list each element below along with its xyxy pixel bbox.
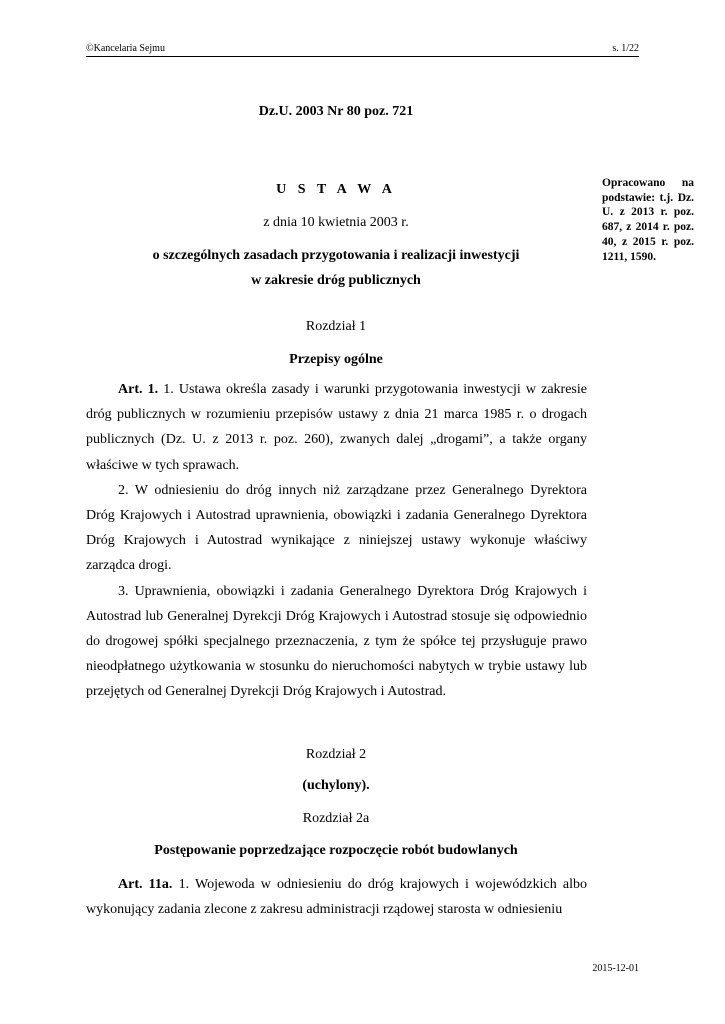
article-11a-number: Art. 11a.: [118, 877, 173, 892]
act-title: U S T A W A: [276, 182, 396, 197]
article-1: [86, 377, 587, 705]
chapter-1-title: Przepisy ogólne: [289, 352, 383, 367]
article-1-paragraph-1: Art. 1. 1. Ustawa określa zasady i warunki przygotowania inwestycji w zakresie dróg publicznych w rozumieniu przepisów ustawy z dnia 21 marca 1985 r. o drogach publicznych (Dz. U. z 2013 r. poz. 260), zwanych dalej „drogami”, a także organy właściwe w tych sprawach.: [86, 382, 587, 473]
consolidation-note: Opracowano na podstawie: t.j. Dz. U. z 2013 r. poz. 687, z 2014 r. poz. 40, z 2015 r. poz. 1211, 1590.: [602, 177, 694, 263]
article-11a-paragraph-1: Art. 11a. 1. Wojewoda w odniesieniu do dróg krajowych i wojewódzkich albo wykonujący zadania zlecone z zakresu administracji rządowej starosta w odniesieniu: [86, 877, 588, 918]
act-subject-line-1: o szczególnych zasadach przygotowania i realizacji inwestycji: [152, 248, 520, 263]
chapter-1-label: Rozdział 1: [305, 319, 367, 334]
page-number: s. 1/22: [612, 43, 639, 54]
chapter-2-label: Rozdział 2: [305, 747, 367, 762]
page-header: [86, 43, 639, 57]
chapter-2a-title: Postępowanie poprzedzające rozpoczęcie robót budowlanych: [154, 843, 518, 858]
article-1-paragraph-2: 2. W odniesieniu do dróg innych niż zarządzane przez Generalnego Dyrektora Dróg Krajowych i Autostrad uprawnienia, obowiązki i zadania Generalnego Dyrektora Dróg Krajowych i Autostrad wynikające z niniejszej ustawy wykonuje właściwy zarządca drogi.: [86, 482, 587, 574]
article-11a: [86, 872, 587, 922]
page-footer-date: 2015-12-01: [592, 963, 639, 974]
article-1-paragraph-3: 3. Uprawnienia, obowiązki i zadania Generalnego Dyrektora Dróg Krajowych i Autostrad lub Generalnej Dyrekcji Dróg Krajowych i Autostrad stosuje się odpowiednio do drogowej spółki specjalnego przeznaczenia, z tym że spółce tej przysługuje prawo nieodpłatnego użytkowania w stosunku do nieruchomości nabytych w trybie ustawy lub przejętych od Generalnej Dyrekcji Dróg Krajowych i Autostrad.: [86, 583, 587, 700]
article-1-number: Art. 1.: [118, 382, 159, 397]
act-subject-line-2: w zakresie dróg publicznych: [251, 273, 421, 288]
document-reference: Dz.U. 2003 Nr 80 poz. 721: [258, 104, 414, 119]
chapter-2a-label: Rozdział 2a: [302, 811, 370, 826]
chapter-2-title: (uchylony).: [302, 778, 370, 793]
act-date: z dnia 10 kwietnia 2003 r.: [263, 215, 409, 230]
publisher-label: ©Kancelaria Sejmu: [86, 43, 165, 54]
